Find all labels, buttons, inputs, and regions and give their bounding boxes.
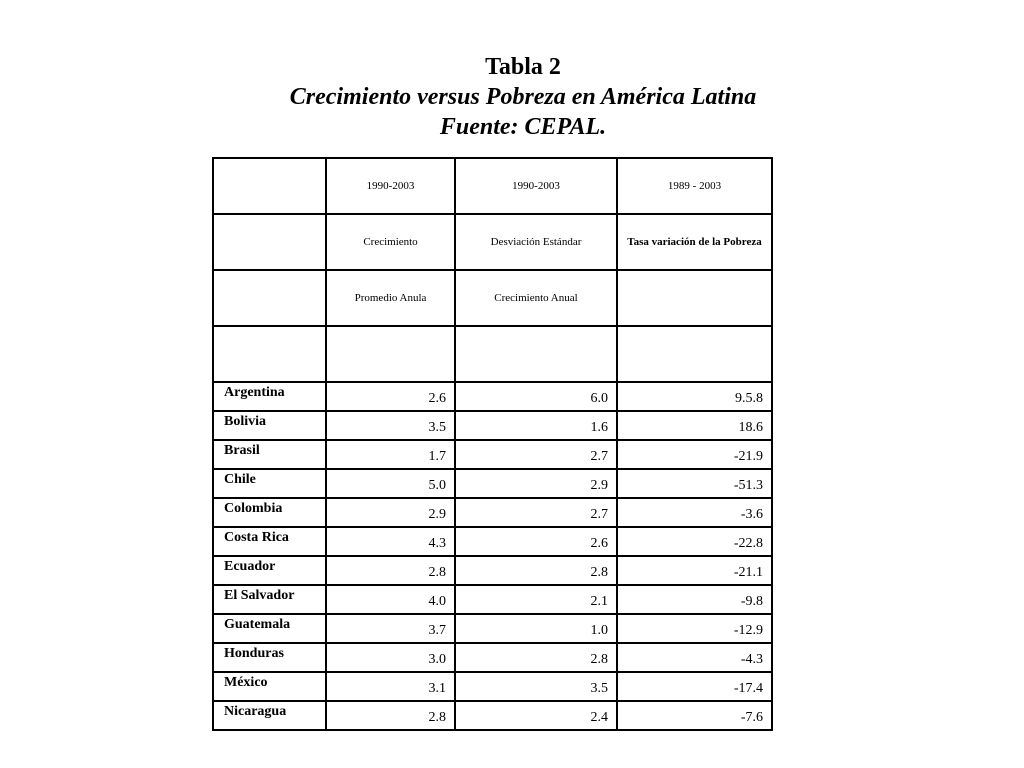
growth-cell: 4.0: [326, 585, 455, 614]
header-cell: [213, 158, 326, 214]
data-table: [212, 157, 773, 731]
growth-cell: 2.9: [326, 498, 455, 527]
poverty-cell: -3.6: [617, 498, 772, 527]
growth-cell: 3.0: [326, 643, 455, 672]
table-title: Crecimiento versus Pobreza en América Latina: [289, 84, 757, 110]
table-row: [213, 556, 772, 585]
poverty-cell: 9.5.8: [617, 382, 772, 411]
header-cell: [326, 326, 455, 382]
table-row: [213, 643, 772, 672]
poverty-cell: -4.3: [617, 643, 772, 672]
header-cell: 1990-2003: [326, 158, 455, 214]
header-cell: [213, 326, 326, 382]
country-cell: Bolivia: [213, 411, 326, 440]
header-cell: [617, 326, 772, 382]
country-cell: México: [213, 672, 326, 701]
growth-cell: 1.7: [326, 440, 455, 469]
table-row: [213, 672, 772, 701]
table-row: [213, 498, 772, 527]
country-cell: Guatemala: [213, 614, 326, 643]
header-row-sublabels: [213, 270, 772, 326]
stddev-cell: 2.1: [455, 585, 617, 614]
poverty-cell: -9.8: [617, 585, 772, 614]
table-row: [213, 585, 772, 614]
header-cell: Desviación Estándar: [455, 214, 617, 270]
stddev-cell: 2.7: [455, 440, 617, 469]
growth-cell: 2.6: [326, 382, 455, 411]
poverty-cell: -21.1: [617, 556, 772, 585]
growth-cell: 2.8: [326, 556, 455, 585]
table-row: [213, 701, 772, 730]
poverty-cell: -21.9: [617, 440, 772, 469]
table-row: [213, 382, 772, 411]
poverty-cell: -22.8: [617, 527, 772, 556]
title-block: [0, 52, 1024, 142]
growth-cell: 3.1: [326, 672, 455, 701]
stddev-cell: 1.0: [455, 614, 617, 643]
growth-cell: 3.5: [326, 411, 455, 440]
poverty-cell: -51.3: [617, 469, 772, 498]
stddev-cell: 2.9: [455, 469, 617, 498]
table-row: [213, 614, 772, 643]
table-row: [213, 527, 772, 556]
stddev-cell: 2.8: [455, 556, 617, 585]
poverty-cell: -7.6: [617, 701, 772, 730]
poverty-cell: 18.6: [617, 411, 772, 440]
header-row-empty: [213, 326, 772, 382]
header-cell: Crecimiento Anual: [455, 270, 617, 326]
header-cell: Promedio Anula: [326, 270, 455, 326]
header-cell: [213, 270, 326, 326]
stddev-cell: 3.5: [455, 672, 617, 701]
table-number: Tabla 2: [485, 54, 561, 80]
country-cell: Honduras: [213, 643, 326, 672]
country-cell: Brasil: [213, 440, 326, 469]
country-cell: Nicaragua: [213, 701, 326, 730]
header-cell: [455, 326, 617, 382]
header-cell: Crecimiento: [326, 214, 455, 270]
header-row-labels: [213, 214, 772, 270]
stddev-cell: 6.0: [455, 382, 617, 411]
stddev-cell: 2.6: [455, 527, 617, 556]
header-cell: 1989 - 2003: [617, 158, 772, 214]
poverty-cell: -12.9: [617, 614, 772, 643]
header-row-years: [213, 158, 772, 214]
country-cell: El Salvador: [213, 585, 326, 614]
stddev-cell: 1.6: [455, 411, 617, 440]
country-cell: Ecuador: [213, 556, 326, 585]
table-row: [213, 469, 772, 498]
stddev-cell: 2.4: [455, 701, 617, 730]
country-cell: Chile: [213, 469, 326, 498]
poverty-cell: -17.4: [617, 672, 772, 701]
table-source: Fuente: CEPAL.: [439, 114, 607, 140]
stddev-cell: 2.8: [455, 643, 617, 672]
growth-cell: 4.3: [326, 527, 455, 556]
header-cell: Tasa variación de la Pobreza: [617, 214, 772, 270]
stddev-cell: 2.7: [455, 498, 617, 527]
country-cell: Costa Rica: [213, 527, 326, 556]
growth-cell: 3.7: [326, 614, 455, 643]
growth-cell: 2.8: [326, 701, 455, 730]
country-cell: Colombia: [213, 498, 326, 527]
country-cell: Argentina: [213, 382, 326, 411]
table-row: [213, 440, 772, 469]
header-cell: [617, 270, 772, 326]
header-cell: 1990-2003: [455, 158, 617, 214]
growth-cell: 5.0: [326, 469, 455, 498]
header-cell: [213, 214, 326, 270]
table-row: [213, 411, 772, 440]
